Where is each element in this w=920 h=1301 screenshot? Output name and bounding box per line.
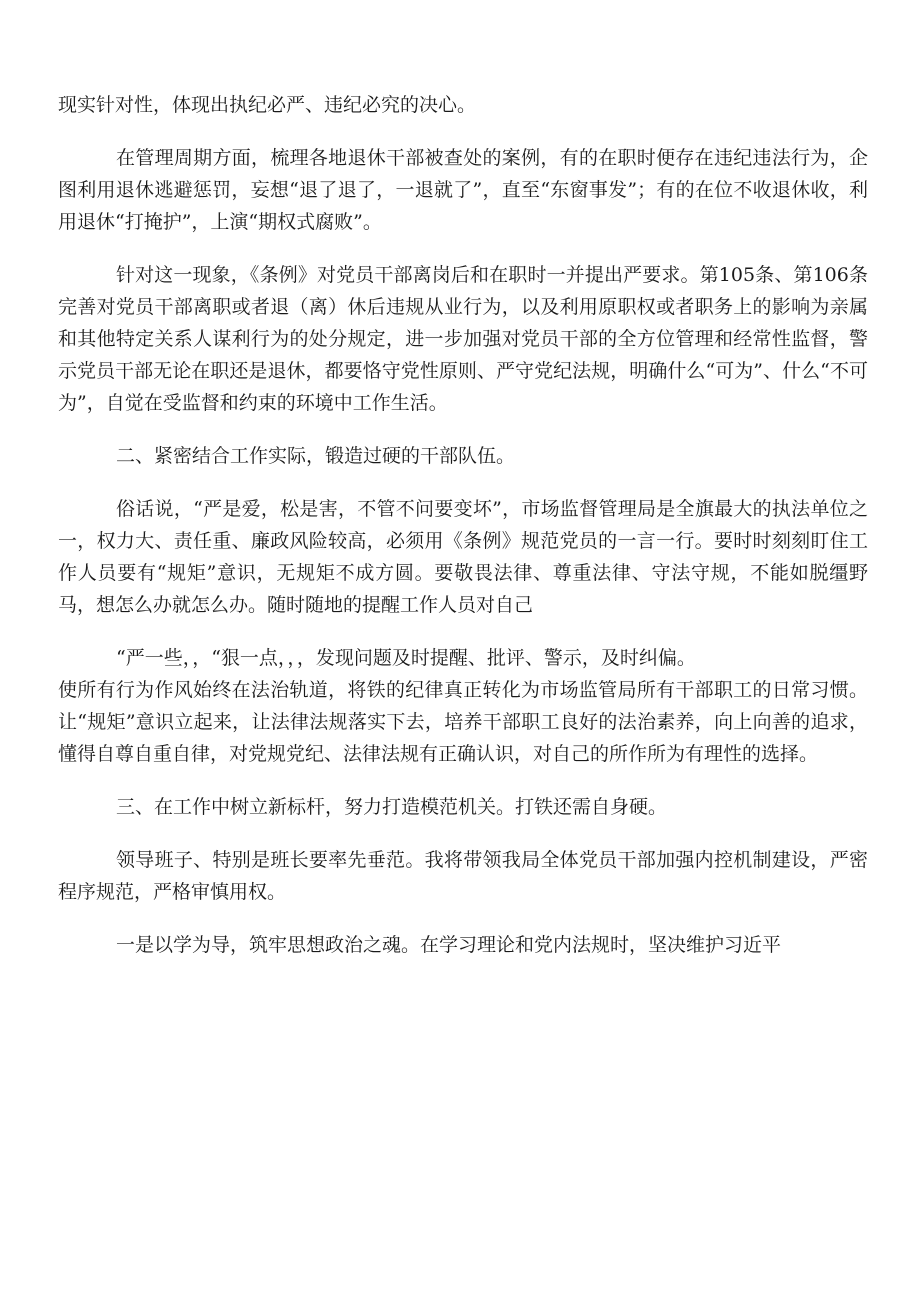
paragraph-1: 现实针对性，体现出执纪必严、违纪必究的决心。 [58, 94, 477, 116]
paragraph-3: 针对这一现象，《条例》对党员干部离岗后和在职时一并提出严要求。第105条、第106条完善对党员干部离职或者退（离）休后违规从业行为，以及利用原职权或者职务上的影响为亲属和其他特定关系人谋利行为的处分规定，进一步加强对党员干部的全方位管理和经常性监督，警示党员干部无论在职还是退休，都要恪守党性原则、严守党纪法规，明确什么“可为”、什么“不可为”，自觉在受监督和约束的环境中工作生活。 [58, 264, 868, 414]
document-body [58, 89, 868, 961]
paragraph-5: “严一些，，“狠一点，，，发现问题及时提醒、批评、警示，及时纠偏。 [116, 647, 696, 669]
paragraph-2: 在管理周期方面，梳理各地退休干部被查处的案例，有的在职时便存在违纪违法行为，企图利用退休逃避惩罚，妄想“退了退了，一退就了”，直至“东窗事发”；有的在位不收退休收，利用退休“打掩护”，上演“期权式腐败”。 [58, 147, 868, 233]
section-heading-2: 二、紧密结合工作实际，锻造过硬的干部队伍。 [116, 445, 516, 467]
paragraph-7: 领导班子、特别是班长要率先垂范。我将带领我局全体党员干部加强内控机制建设，严密程序规范，严格审慎用权。 [58, 849, 868, 903]
paragraph-8: 一是以学为导，筑牢思想政治之魂。在学习理论和党内法规时，坚决维护习近平 [116, 934, 782, 956]
paragraph-4: 俗话说，“严是爱，松是害，不管不问要变坏”，市场监督管理局是全旗最大的执法单位之一，权力大、责任重、廉政风险较高，必须用《条例》规范党员的一言一行。要时时刻刻盯住工作人员要有“规矩”意识，无规矩不成方圆。要敬畏法律、尊重法律、守法守规，不能如脱缰野马，想怎么办就怎么办。随时随地的提醒工作人员对自己 [58, 498, 868, 616]
section-heading-3: 三、在工作中树立新标杆，努力打造模范机关。打铁还需自身硬。 [116, 796, 668, 818]
paragraph-6: 使所有行为作风始终在法治轨道，将铁的纪律真正转化为市场监管局所有干部职工的日常习惯。让“规矩”意识立起来，让法律法规落实下去，培养干部职工良好的法治素养，向上向善的追求，懂得自尊自重自律，对党规党纪、法律法规有正确认识，对自己的所作所为有理性的选择。 [58, 679, 868, 765]
